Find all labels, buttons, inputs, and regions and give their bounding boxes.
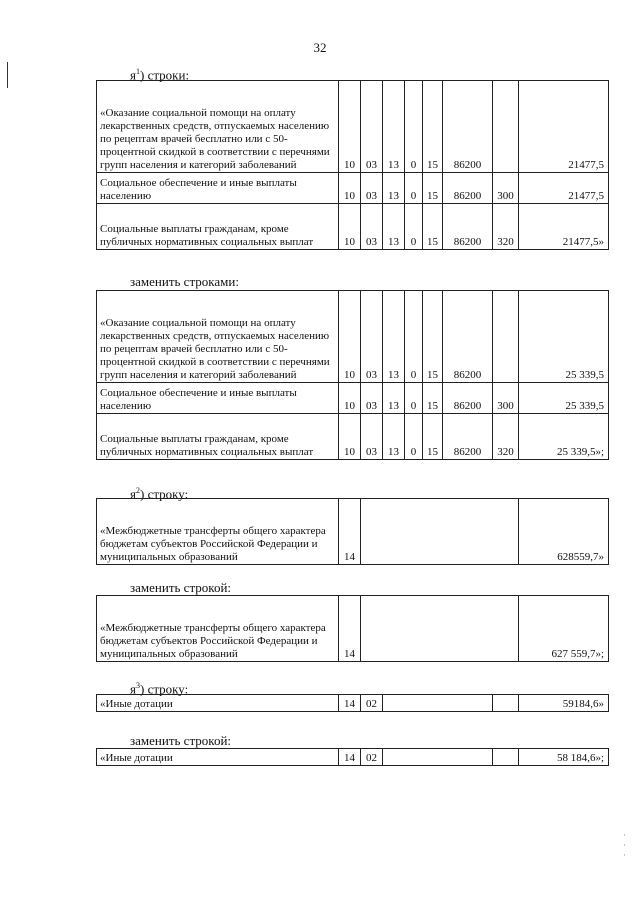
table-row bbox=[97, 81, 609, 173]
table-row bbox=[97, 173, 609, 204]
code-event: 15 bbox=[423, 383, 443, 414]
row-name: Социальные выплаты гражданам, кроме публичных нормативных социальных выплат bbox=[97, 204, 339, 250]
code-expense-type bbox=[493, 291, 519, 383]
code-direction: 86200 bbox=[443, 204, 493, 250]
amount: 21477,5» bbox=[519, 204, 609, 250]
code-section: 10 bbox=[339, 204, 361, 250]
amount: 21477,5 bbox=[519, 81, 609, 173]
code-section: 10 bbox=[339, 173, 361, 204]
row-name: Социальное обеспечение и иные выплаты населению bbox=[97, 173, 339, 204]
code-section: 14 bbox=[339, 695, 361, 712]
code-blank bbox=[361, 499, 519, 565]
heading-prefix: я bbox=[130, 67, 136, 83]
code-section: 14 bbox=[339, 749, 361, 766]
code-subsection: 03 bbox=[361, 383, 383, 414]
heading-suffix: ) строку: bbox=[139, 681, 189, 697]
row-name: «Оказание социальной помощи на оплату лекарственных средств, отпускаемых населению по рецептам врачей бесплатно или с 50-процентной скидкой в соответствии с перечнями групп населения и категорий заболеваний bbox=[97, 291, 339, 383]
scan-noise-dots: · · · bbox=[623, 830, 626, 860]
amount: 59184,6» bbox=[519, 695, 609, 712]
heading-replace-row-2: заменить строкой: bbox=[130, 580, 232, 595]
code-program: 13 bbox=[383, 383, 405, 414]
table-c-old bbox=[96, 694, 609, 712]
code-subsection: 02 bbox=[361, 749, 383, 766]
heading-replace-rows: заменить строками: bbox=[130, 274, 239, 289]
heading-prefix: я bbox=[130, 681, 136, 697]
code-program: 13 bbox=[383, 173, 405, 204]
code-expense-type: 300 bbox=[493, 383, 519, 414]
code-blank bbox=[361, 596, 519, 662]
amount: 25 339,5 bbox=[519, 291, 609, 383]
code-subsection: 03 bbox=[361, 291, 383, 383]
amount: 21477,5 bbox=[519, 173, 609, 204]
table-row bbox=[97, 414, 609, 460]
amount: 58 184,6»; bbox=[519, 749, 609, 766]
code-section: 10 bbox=[339, 81, 361, 173]
code-program: 13 bbox=[383, 291, 405, 383]
binder-mark bbox=[7, 62, 8, 88]
code-expense-type bbox=[493, 81, 519, 173]
amount: 25 339,5»; bbox=[519, 414, 609, 460]
code-section: 10 bbox=[339, 291, 361, 383]
row-name: «Оказание социальной помощи на оплату лекарственных средств, отпускаемых населению по рецептам врачей бесплатно или с 50-процентной скидкой в соответствии с перечнями групп населения и категорий заболеваний bbox=[97, 81, 339, 173]
heading-sup: 1 bbox=[135, 67, 140, 76]
code-direction: 86200 bbox=[443, 173, 493, 204]
amount: 627 559,7»; bbox=[519, 596, 609, 662]
code-event: 15 bbox=[423, 173, 443, 204]
row-name: «Межбюджетные трансферты общего характера бюджетам субъектов Российской Федерации и муниципальных образований bbox=[97, 596, 339, 662]
heading-replace-row-3: заменить строкой: bbox=[130, 733, 232, 748]
row-name: «Иные дотации bbox=[97, 749, 339, 766]
code-subprogram: 0 bbox=[405, 204, 423, 250]
table-b-new bbox=[96, 595, 609, 662]
code-subsection: 03 bbox=[361, 414, 383, 460]
table-row bbox=[97, 383, 609, 414]
code-section: 10 bbox=[339, 383, 361, 414]
code-event: 15 bbox=[423, 291, 443, 383]
heading-suffix: ) строки: bbox=[139, 67, 190, 83]
amount: 628559,7» bbox=[519, 499, 609, 565]
code-section: 14 bbox=[339, 596, 361, 662]
code-section: 14 bbox=[339, 499, 361, 565]
table-row bbox=[97, 499, 609, 565]
row-name: Социальные выплаты гражданам, кроме публичных нормативных социальных выплат bbox=[97, 414, 339, 460]
table-c-new bbox=[96, 748, 609, 766]
code-subsection: 03 bbox=[361, 81, 383, 173]
code-blank bbox=[383, 749, 493, 766]
table-a-old bbox=[96, 80, 609, 250]
code-direction: 86200 bbox=[443, 291, 493, 383]
code-subsection: 03 bbox=[361, 204, 383, 250]
code-subsection: 03 bbox=[361, 173, 383, 204]
row-name: Социальное обеспечение и иные выплаты населению bbox=[97, 383, 339, 414]
code-subprogram: 0 bbox=[405, 291, 423, 383]
code-subprogram: 0 bbox=[405, 383, 423, 414]
code-blank bbox=[493, 749, 519, 766]
table-b-old bbox=[96, 498, 609, 565]
code-program: 13 bbox=[383, 81, 405, 173]
code-program: 13 bbox=[383, 414, 405, 460]
table-row bbox=[97, 695, 609, 712]
table-row bbox=[97, 596, 609, 662]
table-row bbox=[97, 204, 609, 250]
code-direction: 86200 bbox=[443, 383, 493, 414]
code-program: 13 bbox=[383, 204, 405, 250]
code-blank bbox=[383, 695, 493, 712]
code-direction: 86200 bbox=[443, 81, 493, 173]
code-expense-type: 320 bbox=[493, 204, 519, 250]
code-subprogram: 0 bbox=[405, 173, 423, 204]
code-subprogram: 0 bbox=[405, 414, 423, 460]
code-expense-type: 300 bbox=[493, 173, 519, 204]
code-event: 15 bbox=[423, 81, 443, 173]
heading-sup: 3 bbox=[135, 681, 140, 690]
code-event: 15 bbox=[423, 204, 443, 250]
code-expense-type: 320 bbox=[493, 414, 519, 460]
table-a-new bbox=[96, 290, 609, 460]
code-direction: 86200 bbox=[443, 414, 493, 460]
row-name: «Иные дотации bbox=[97, 695, 339, 712]
code-subsection: 02 bbox=[361, 695, 383, 712]
amount: 25 339,5 bbox=[519, 383, 609, 414]
code-blank bbox=[493, 695, 519, 712]
code-section: 10 bbox=[339, 414, 361, 460]
heading-sup: 2 bbox=[135, 486, 140, 495]
code-event: 15 bbox=[423, 414, 443, 460]
code-subprogram: 0 bbox=[405, 81, 423, 173]
heading-suffix: ) строку: bbox=[139, 486, 189, 502]
table-row bbox=[97, 291, 609, 383]
heading-prefix: я bbox=[130, 486, 136, 502]
row-name: «Межбюджетные трансферты общего характера бюджетам субъектов Российской Федерации и муниципальных образований bbox=[97, 499, 339, 565]
page-number: 32 bbox=[313, 40, 327, 55]
table-row bbox=[97, 749, 609, 766]
